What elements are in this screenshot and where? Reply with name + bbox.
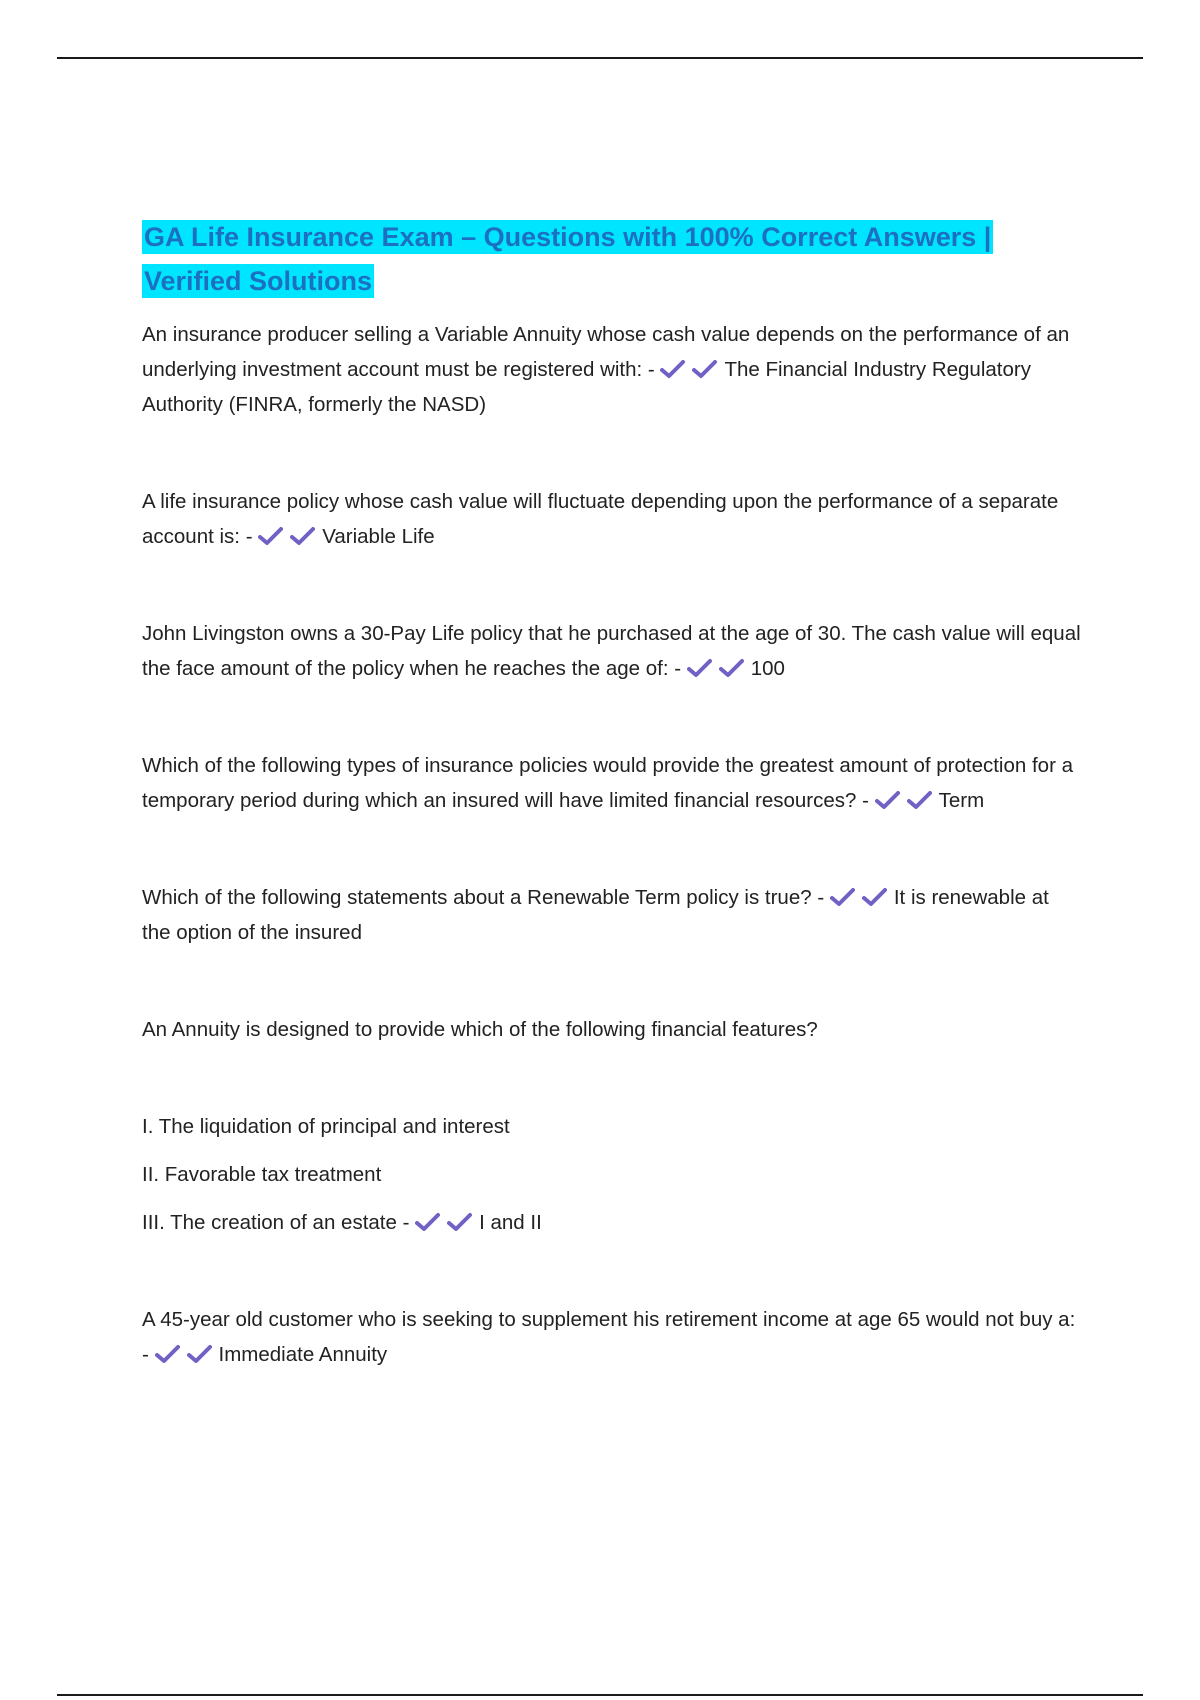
document-body: [142, 215, 1082, 1434]
checkmark-icon: [187, 1344, 213, 1364]
answer-text: Variable Life: [322, 525, 435, 548]
checkmark-icon: [687, 658, 713, 678]
checkmark-icon: [660, 359, 686, 379]
qa-item: [142, 317, 1082, 422]
option-item: I. The liquidation of principal and interest: [142, 1115, 510, 1138]
checkmark-icon: [862, 887, 888, 907]
document-title: GA Life Insurance Exam – Questions with 100% Correct Answers | Verified Solutions: [144, 222, 992, 296]
checkmark-icon: [290, 526, 316, 546]
checkmark-icon: [447, 1212, 473, 1232]
question-text: John Livingston owns a 30-Pay Life policy that he purchased at the age of 30. The cash value will equal the face amount of the policy when he reaches the age of: -: [142, 622, 1081, 680]
checkmark-icon: [907, 790, 933, 810]
option-item: II. Favorable tax treatment: [142, 1163, 382, 1186]
checkmark-icon: [830, 887, 856, 907]
answer-text: It is renewable at the option of the insured: [142, 886, 1049, 944]
qa-item: [142, 616, 1082, 686]
checkmark-icon: [155, 1344, 181, 1364]
top-rule: [57, 57, 1143, 59]
answer-text: I and II: [479, 1211, 542, 1234]
answer-text: Immediate Annuity: [218, 1343, 388, 1366]
question-text: A life insurance policy whose cash value will fluctuate depending upon the performance of a separate account is: -: [142, 490, 1059, 548]
question-text: An insurance producer selling a Variable Annuity whose cash value depends on the performance of an underlying investment account must be registered with: -: [142, 323, 1070, 381]
question-text: Which of the following statements about a Renewable Term policy is true? -: [142, 886, 830, 909]
question-text: Which of the following types of insurance policies would provide the greatest amount of protection for a temporary period during which an insured will have limited financial resources? -: [142, 754, 1073, 812]
qa-item: [142, 1302, 1082, 1372]
answer-text: Term: [938, 789, 985, 812]
answer-text: 100: [750, 657, 785, 680]
checkmark-icon: [719, 658, 745, 678]
question-text: An Annuity is designed to provide which of the following financial features?: [142, 1018, 818, 1041]
annuity-qa-item: [142, 1012, 1082, 1240]
checkmark-icon: [415, 1212, 441, 1232]
question-text: A 45-year old customer who is seeking to supplement his retirement income at age 65 would not buy a: -: [142, 1308, 1076, 1366]
checkmark-icon: [692, 359, 718, 379]
option-item: III. The creation of an estate -: [142, 1211, 416, 1234]
qa-item: [142, 484, 1082, 554]
qa-item: [142, 880, 1082, 950]
checkmark-icon: [258, 526, 284, 546]
qa-item: [142, 748, 1082, 818]
checkmark-icon: [875, 790, 901, 810]
bottom-rule: [57, 1694, 1143, 1696]
answer-text: The Financial Industry Regulatory Authority (FINRA, formerly the NASD): [142, 358, 1031, 416]
